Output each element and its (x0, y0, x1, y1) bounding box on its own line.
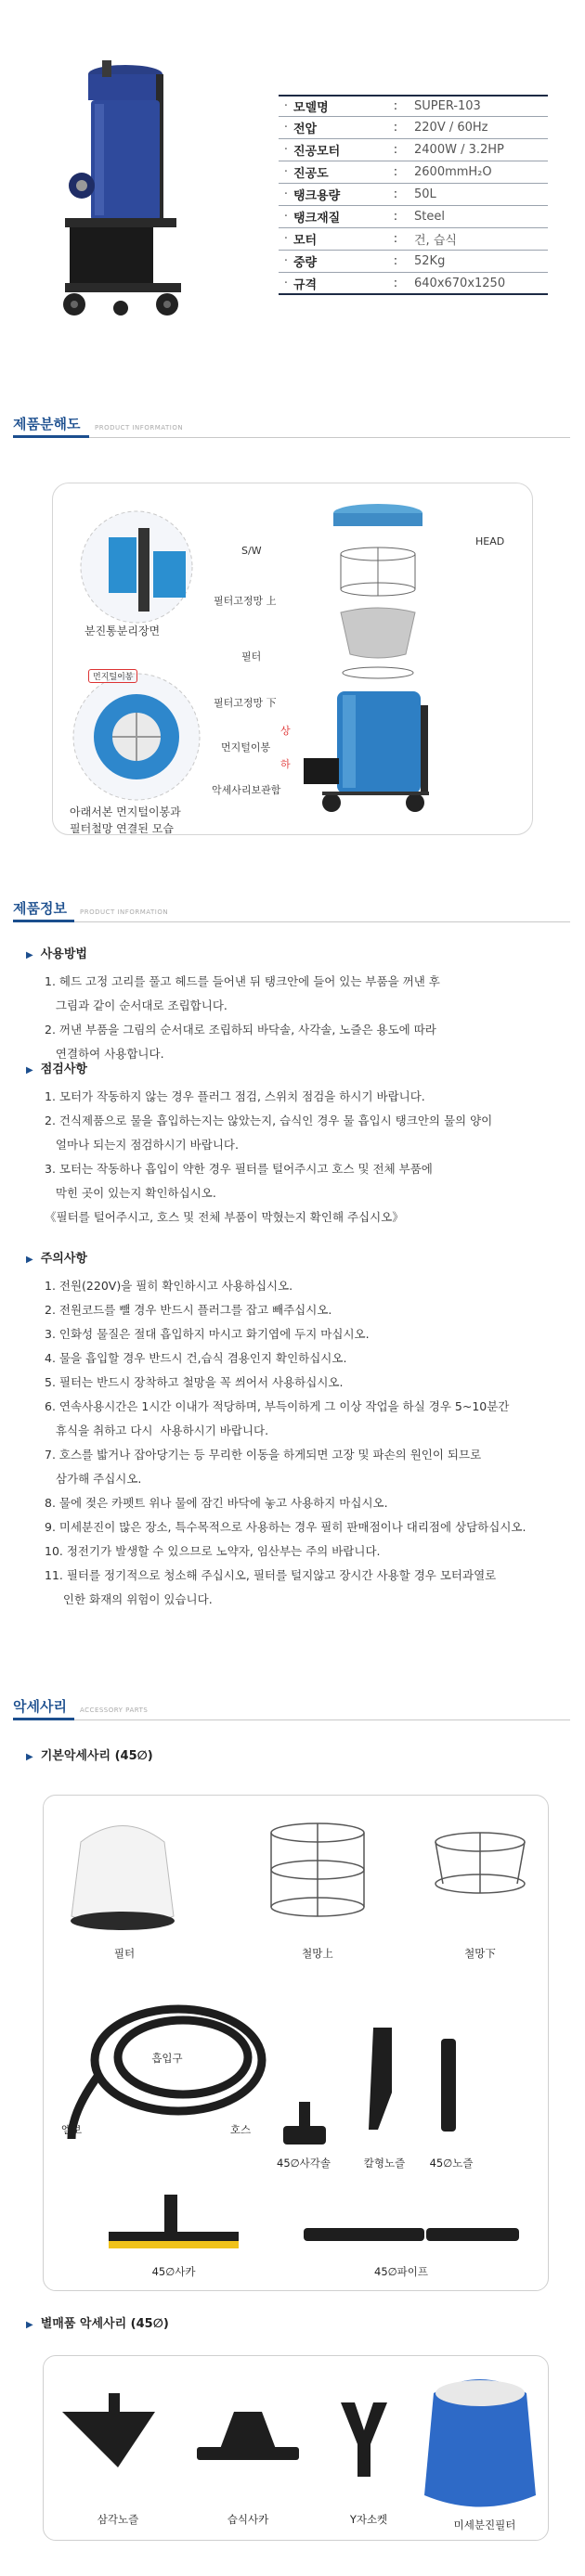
spec-row (279, 251, 548, 273)
spec-bullet: · (283, 210, 289, 224)
info-line: 연결하여 사용합니다. (45, 1047, 164, 1061)
info-line: 얼마나 되는지 점검하시기 바랍니다. (45, 1138, 239, 1152)
section-underline (13, 1718, 74, 1720)
spec-value: 2400W / 3.2HP (414, 143, 504, 157)
spec-colon: : (393, 165, 398, 179)
square-brush-image (283, 2102, 326, 2145)
info-line: 8. 물에 젖은 카펫트 위나 물에 잠긴 바닥에 놓고 사용하지 마십시오. (45, 1496, 388, 1510)
inspection-lines (26, 1085, 574, 1230)
usage-block (26, 943, 574, 1066)
info-line: 9. 미세분진이 많은 장소, 특수목적으로 사용하는 경우 필히 판매점이나 대리점에 상담하십시오. (45, 1520, 526, 1534)
info-line: 10. 정전기가 발생할 수 있으므로 노약자, 임산부는 주의 바랍니다. (45, 1544, 381, 1558)
info-line: 3. 인화성 물질은 절대 흡입하지 마시고 화기엽에 두지 마십시오. (45, 1327, 370, 1341)
caption-triangle-nozzle: 삼각노즐 (97, 2513, 139, 2526)
filter-bag-image (72, 1826, 174, 1926)
caption-mesh-top: 철망上 (302, 1947, 333, 1960)
exploded-view-box (52, 483, 533, 835)
spec-bullet: · (283, 165, 289, 179)
spec-colon: : (393, 187, 398, 201)
section-underline (13, 920, 74, 922)
pipe-image (304, 2228, 519, 2241)
section-subtitle: PRODUCT INFORMATION (95, 424, 184, 431)
label-filter-mesh-top: 필터고정망 上 (214, 595, 277, 607)
info-line: 1. 헤드 고정 고리를 풀고 헤드를 들어낸 뒤 탱크안에 들어 있는 부품을 꺼낸 후 (45, 974, 440, 988)
fine-filter-image (424, 2379, 536, 2507)
optional-accessory-box (43, 2355, 549, 2541)
spec-bullet: · (283, 232, 289, 246)
spec-row (279, 95, 548, 117)
spec-colon: : (393, 232, 398, 246)
spec-table (279, 95, 548, 295)
dust-shaker-tag: 먼지털이봉 (88, 669, 137, 683)
caution-title-text: 주의사항 (40, 1252, 87, 1266)
info-line: 11. 필터를 정기적으로 청소해 주십시오, 필터를 털지않고 장시간 사용할 경우 모터과열로 (45, 1568, 497, 1582)
caption-y-socket: Y자소켓 (349, 2513, 388, 2526)
spec-value: 건, 습식 (414, 234, 457, 248)
section-header-exploded (13, 416, 570, 438)
mesh-bottom-image (436, 1833, 525, 1893)
spec-label: 진공모터 (293, 145, 341, 159)
caption-hose: 호스 (229, 2123, 252, 2136)
spec-label: 모터 (293, 234, 318, 248)
triangle-bullet-icon: ▶ (26, 2320, 33, 2330)
spec-row (279, 228, 548, 251)
caption-fine-filter: 미세분진필터 (453, 2518, 516, 2531)
squeegee-image (109, 2195, 239, 2248)
caption-crevice-nozzle: 칼형노즐 (363, 2157, 406, 2170)
caption-squeegee: 45∅사카 (151, 2265, 196, 2278)
info-line: 2. 건식제품으로 물을 흡입하는지는 않았는지, 습식인 경우 물 흡입시 탱크안의 물의 양이 (45, 1114, 493, 1127)
caption-filter: 필터 (113, 1947, 136, 1960)
info-line: 인한 화재의 위험이 있습니다. (45, 1592, 213, 1606)
inspection-block (26, 1058, 574, 1230)
optional-accessory-title (26, 2312, 574, 2338)
crevice-nozzle-image (369, 2028, 392, 2130)
info-line: 6. 연속사용시간은 1시간 이내가 적당하며, 부득이하게 그 이상 작업을 하실 경우 5~10분간 (45, 1399, 510, 1413)
inspection-title (26, 1058, 574, 1083)
section-title: 제품분해도 (13, 416, 81, 432)
spec-label: 전압 (293, 122, 318, 136)
info-line: 휴식을 취하고 다시 사용하시기 바랍니다. (45, 1423, 269, 1437)
spec-label: 탱크용량 (293, 189, 341, 203)
spec-row (279, 206, 548, 228)
spec-value: 50L (414, 187, 436, 201)
connection-caption-1: 아래서본 먼지털이봉과 (70, 805, 181, 818)
spec-label: 탱크재질 (293, 212, 341, 225)
spec-value: 52Kg (414, 254, 446, 268)
info-line: 막힌 곳이 있는지 확인하십시오. (45, 1186, 216, 1200)
label-down: 하 (280, 758, 291, 770)
spec-value: Steel (414, 210, 445, 224)
hose-image (72, 2009, 262, 2139)
info-line: 2. 전원코드를 뺄 경우 반드시 플러그를 잡고 빼주십시오. (45, 1303, 332, 1317)
caption-nozzle: 45∅노즐 (429, 2157, 474, 2170)
product-overview (0, 0, 585, 353)
y-socket-image (341, 2402, 387, 2477)
caption-elbow: 엘보 (60, 2123, 83, 2136)
info-line: 《필터를 털어주시고, 호스 및 전체 부품이 막혔는지 확인해 주십시오》 (45, 1210, 404, 1224)
triangle-bullet-icon: ▶ (26, 950, 33, 960)
basic-accessory-images (44, 1796, 550, 2292)
label-head: HEAD (475, 535, 505, 547)
section-subtitle: PRODUCT INFORMATION (80, 908, 169, 916)
section-title: 악세사리 (13, 1698, 67, 1715)
spec-colon: : (393, 254, 398, 268)
triangle-bullet-icon: ▶ (26, 1752, 33, 1762)
spec-bullet: · (283, 254, 289, 268)
separation-caption: 분진통분리장면 (84, 625, 161, 638)
spec-colon: : (393, 99, 398, 113)
basic-accessory-box (43, 1795, 549, 2291)
section-header-info (13, 900, 570, 922)
spec-row (279, 161, 548, 184)
caption-square-brush: 45∅사각솔 (277, 2157, 331, 2170)
spec-row (279, 184, 548, 206)
caution-block (26, 1247, 574, 1612)
usage-lines (26, 970, 574, 1066)
info-line: 2. 꺼낸 부품을 그림의 순서대로 조립하되 바닥솔, 사각솔, 노즐은 용도에 따라 (45, 1023, 436, 1037)
spec-colon: : (393, 210, 398, 224)
section-subtitle: ACCESSORY PARTS (80, 1707, 149, 1714)
spec-row (279, 139, 548, 161)
usage-title (26, 943, 574, 968)
basic-accessory-title (26, 1745, 574, 1770)
basic-accessory-title-text: 기본악세사리 (45∅) (40, 1749, 153, 1763)
caution-title (26, 1247, 574, 1272)
triangle-bullet-icon: ▶ (26, 1255, 33, 1265)
info-line: 7. 호스를 밟거나 잡아당기는 등 무리한 이동을 하게되면 고장 및 파손의 원인이 되므로 (45, 1448, 482, 1462)
label-up: 상 (280, 725, 291, 737)
label-filter-mesh-bottom: 필터고정망 下 (214, 697, 277, 709)
info-line: 5. 필터는 반드시 장착하고 철망을 꼭 씌어서 사용하십시오. (45, 1375, 344, 1389)
spec-bullet: · (283, 276, 289, 290)
spec-bullet: · (283, 99, 289, 113)
nozzle-image (441, 2039, 456, 2132)
spec-value: 220V / 60Hz (414, 121, 488, 135)
caption-mesh-bottom: 철망下 (464, 1947, 496, 1960)
inspection-title-text: 점검사항 (40, 1063, 87, 1076)
info-line: 1. 모터가 작동하지 않는 경우 플러그 점검, 스위치 점검을 하시기 바랍니다. (45, 1089, 425, 1103)
spec-row (279, 273, 548, 295)
mesh-top-image (271, 1823, 364, 1916)
info-line: 그림과 같이 순서대로 조립합니다. (45, 998, 228, 1012)
spec-label: 중량 (293, 256, 318, 270)
usage-title-text: 사용방법 (40, 947, 87, 961)
info-line: 3. 모터는 작동하나 흡입이 약한 경우 필터를 털어주시고 호스 및 전체 부품에 (45, 1162, 433, 1176)
spec-label: 모델명 (293, 101, 329, 115)
connection-caption-2: 필터철망 연결된 모습 (70, 822, 174, 835)
spec-bullet: · (283, 187, 289, 201)
caution-lines (26, 1274, 574, 1612)
spec-bullet: · (283, 121, 289, 135)
info-line: 1. 전원(220V)을 필히 확인하시고 사용하십시오. (45, 1279, 293, 1293)
spec-colon: : (393, 276, 398, 290)
info-line: 4. 물을 흡입할 경우 반드시 건,습식 겸용인지 확인하십시오. (45, 1351, 347, 1365)
spec-label: 규격 (293, 277, 318, 292)
optional-accessory-heading (26, 2312, 574, 2339)
section-title: 제품정보 (13, 900, 67, 917)
vacuum-cleaner-image (37, 56, 204, 334)
info-line: 삼가해 주십시오. (45, 1472, 142, 1486)
optional-accessory-title-text: 별매품 악세사리 (45∅) (40, 2317, 169, 2331)
label-dust-shaker: 먼지털이봉 (221, 741, 271, 753)
spec-value: 640x670x1250 (414, 276, 506, 290)
spec-label: 진공도 (293, 167, 329, 181)
caption-inlet: 흡입구 (151, 2052, 183, 2065)
detail-images (72, 500, 220, 816)
spec-colon: : (393, 143, 398, 157)
wet-squeegee-image (197, 2412, 299, 2460)
spec-bullet: · (283, 143, 289, 157)
spec-row (279, 117, 548, 139)
triangle-bullet-icon: ▶ (26, 1065, 33, 1075)
exploded-parts-image (304, 496, 471, 821)
spec-value: 2600mmH₂O (414, 165, 492, 179)
spec-value: SUPER-103 (414, 99, 481, 113)
caption-wet-squeegee: 습식사카 (227, 2513, 269, 2526)
basic-accessory-heading (26, 1745, 574, 1771)
label-accessory-storage: 악세사리보관함 (212, 784, 281, 796)
spec-colon: : (393, 121, 398, 135)
section-underline (13, 435, 89, 438)
label-sw: S/W (241, 545, 262, 557)
label-filter: 필터 (241, 650, 262, 663)
caption-pipe: 45∅파이프 (374, 2265, 428, 2278)
section-header-accessory (13, 1698, 570, 1720)
